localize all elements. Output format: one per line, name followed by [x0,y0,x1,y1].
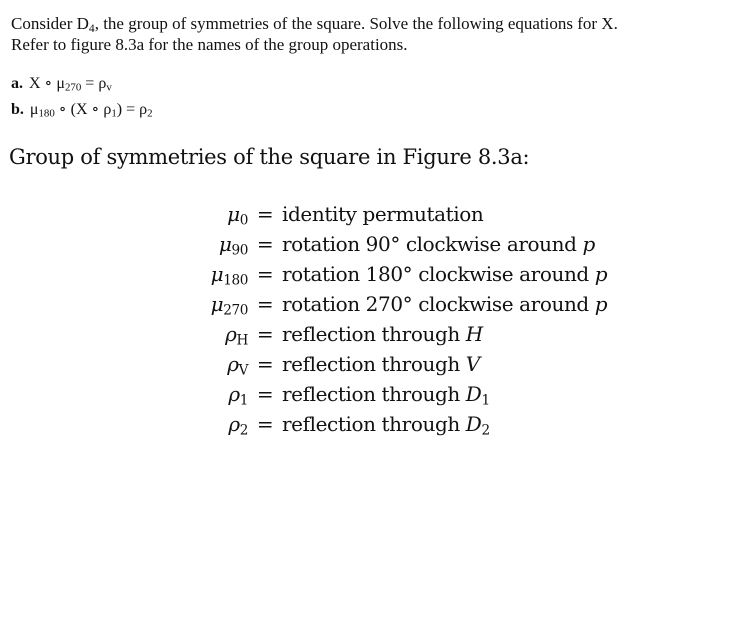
operation-description: reflection through $D_2$ [282,412,490,439]
eq-sub: v [106,81,112,94]
definition-row [150,349,607,379]
problem-line-1 [11,13,726,34]
operation-symbol: $\mu_0$ [227,202,248,229]
definition-row [150,409,607,439]
operation-symbol: $\rho_V$ [227,352,248,379]
eq-text: ∘ (X ∘ ρ [54,101,112,118]
figure-heading: Group of symmetries of the square in Figure 8.3a: [9,145,530,169]
definition-row [150,259,607,289]
equals-sign: = [256,382,274,406]
operation-symbol: $\mu_{270}$ [210,292,248,319]
equals-sign: = [256,232,274,256]
equals-sign: = [256,412,274,436]
eq-text: X ∘ μ [29,75,65,92]
equals-sign: = [256,322,274,346]
group-subscript: 4 [88,21,95,35]
definition-row [150,289,607,319]
problem-text: Consider D [11,14,89,33]
eq-text: μ [29,101,39,118]
operation-description: reflection through $D_1$ [282,382,490,409]
eq-text: ) = ρ [116,101,148,118]
eq-text: = ρ [81,75,107,92]
problem-line-2: Refer to figure 8.3a for the names of the group operations. [11,35,408,54]
operation-description: rotation 90° clockwise around p [282,232,595,256]
operation-symbol: $\mu_{180}$ [210,262,248,289]
operation-description: reflection through H [282,322,483,346]
operation-symbol: $\rho_H$ [225,322,248,349]
problem-statement [11,13,726,55]
definition-row [150,229,607,259]
equation-b [11,97,153,123]
operation-symbol: $\rho_2$ [228,412,248,439]
operation-description: rotation 270° clockwise around p [282,292,608,316]
operation-symbol: $\rho_1$ [228,382,248,409]
operation-symbol: $\mu_{90}$ [218,232,248,259]
operation-description: identity permutation [282,202,484,226]
operation-description: reflection through V [282,352,480,376]
equation-a [11,71,153,97]
part-label: a. [11,75,23,92]
equals-sign: = [256,202,274,226]
eq-sub: 180 [38,107,55,120]
eq-sub: 270 [64,81,82,94]
operation-description: rotation 180° clockwise around p [282,262,608,286]
eq-sub: 2 [147,107,153,120]
definition-row [150,319,607,349]
symmetry-definitions [150,199,607,439]
definition-row [150,379,607,409]
definition-row [150,199,607,229]
equation-list [11,71,153,123]
problem-text: , the group of symmetries of the square. Solve the following equations for X. [94,14,618,33]
equals-sign: = [256,292,274,316]
eq-sub: 1 [111,107,117,120]
part-label: b. [11,101,24,118]
equals-sign: = [256,352,274,376]
equals-sign: = [256,262,274,286]
